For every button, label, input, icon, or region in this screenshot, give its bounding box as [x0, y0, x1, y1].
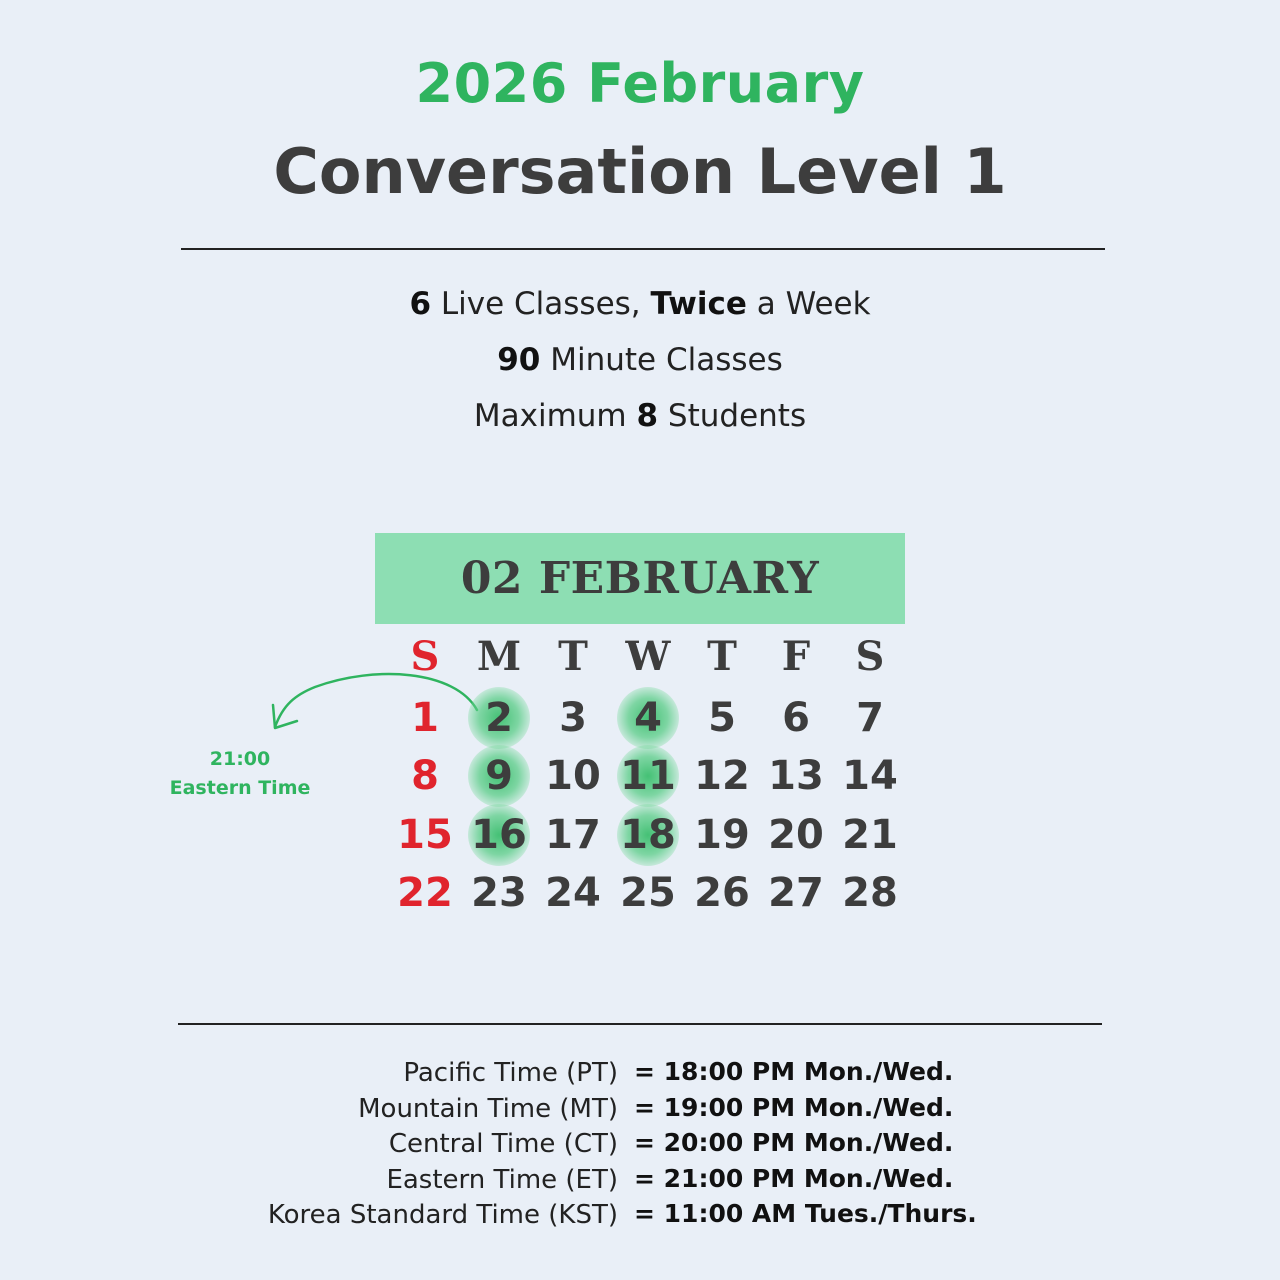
- day-number: 20: [768, 812, 824, 858]
- day-number: 5: [708, 695, 736, 741]
- calendar-day: [759, 864, 833, 922]
- day-number: 21: [842, 812, 898, 858]
- calendar-day: [388, 806, 462, 864]
- calendar-day-class: [611, 806, 685, 864]
- info-text: Students: [658, 398, 807, 434]
- calendar-day: [536, 806, 610, 864]
- day-number: 3: [559, 695, 587, 741]
- top-divider: [181, 248, 1105, 250]
- day-number: 14: [842, 753, 898, 799]
- calendar-day-class: [462, 806, 536, 864]
- info-line-students: [0, 398, 1280, 434]
- calendar-day: [833, 747, 907, 805]
- info-line-classes: [0, 286, 1280, 322]
- timezone-label: Eastern Time (ET): [386, 1165, 618, 1195]
- weekday-header: M: [476, 632, 522, 680]
- title-year-month: 2026 February: [415, 52, 865, 115]
- timezone-label: Pacific Time (PT): [403, 1058, 618, 1088]
- day-number: 26: [694, 870, 750, 916]
- calendar-day-class: [611, 747, 685, 805]
- weekday-header: S: [855, 632, 885, 680]
- day-number: 28: [842, 870, 898, 916]
- curved-arrow-icon: [255, 665, 495, 740]
- timezone-label: Central Time (CT): [388, 1129, 618, 1159]
- calendar-day: [611, 864, 685, 922]
- day-number: 18: [620, 812, 676, 858]
- weekday-header: S: [410, 632, 440, 680]
- info-class-count: 6: [409, 286, 432, 322]
- timezone-value: = 11:00 AM Tues./Thurs.: [634, 1199, 977, 1228]
- day-number: 13: [768, 753, 824, 799]
- weekday-header: T: [707, 632, 737, 680]
- calendar-day: [462, 864, 536, 922]
- info-minutes: 90: [497, 342, 541, 378]
- calendar-day: [833, 864, 907, 922]
- calendar-day: [536, 747, 610, 805]
- day-number: 10: [545, 753, 601, 799]
- calendar-day: [759, 747, 833, 805]
- day-number: 9: [485, 753, 513, 799]
- eastern-time-note: [160, 745, 320, 803]
- calendar-day: [833, 806, 907, 864]
- calendar-day: [685, 747, 759, 805]
- day-number: 27: [768, 870, 824, 916]
- calendar-day-class: [462, 747, 536, 805]
- day-number: 2: [485, 695, 513, 741]
- calendar-day: [759, 806, 833, 864]
- timezone-value: = 21:00 PM Mon./Wed.: [634, 1164, 954, 1193]
- weekday-header: F: [781, 632, 811, 680]
- timezone-label: Korea Standard Time (KST): [267, 1200, 618, 1230]
- calendar-day: [536, 689, 610, 747]
- info-text: Minute Classes: [540, 342, 783, 378]
- weekday-header: T: [558, 632, 588, 680]
- calendar-day: [685, 689, 759, 747]
- calendar-day: [833, 689, 907, 747]
- day-number: 7: [856, 695, 884, 741]
- timezone-value: = 18:00 PM Mon./Wed.: [634, 1057, 954, 1086]
- info-max-students: 8: [636, 398, 659, 434]
- info-text: Maximum: [473, 398, 637, 434]
- page-title: Conversation Level 1: [273, 135, 1007, 208]
- day-number: 8: [411, 753, 439, 799]
- day-number: 25: [620, 870, 676, 916]
- day-number: 12: [694, 753, 750, 799]
- weekday-header: W: [625, 632, 671, 680]
- calendar-day: [759, 689, 833, 747]
- timezone-value: = 19:00 PM Mon./Wed.: [634, 1093, 954, 1122]
- bottom-divider: [178, 1023, 1102, 1025]
- info-line-duration: [0, 342, 1280, 378]
- calendar-header: [375, 533, 905, 624]
- calendar-day: [388, 747, 462, 805]
- day-number: 24: [545, 870, 601, 916]
- info-frequency: Twice: [650, 286, 747, 322]
- day-number: 1: [411, 695, 439, 741]
- calendar-day-class: [611, 689, 685, 747]
- calendar-day: [685, 864, 759, 922]
- day-number: 22: [397, 870, 453, 916]
- calendar-day: [536, 864, 610, 922]
- day-number: 15: [397, 812, 453, 858]
- timezone-label: Mountain Time (MT): [358, 1094, 618, 1124]
- day-number: 17: [545, 812, 601, 858]
- note-zone: Eastern Time: [169, 777, 311, 799]
- calendar-month-label: 02 FEBRUARY: [460, 553, 820, 604]
- info-text: Live Classes,: [431, 286, 651, 322]
- info-text: a Week: [746, 286, 871, 322]
- timezone-value: = 20:00 PM Mon./Wed.: [634, 1128, 954, 1157]
- day-number: 4: [634, 695, 662, 741]
- calendar-day: [388, 864, 462, 922]
- day-number: 16: [471, 812, 527, 858]
- day-number: 23: [471, 870, 527, 916]
- day-number: 19: [694, 812, 750, 858]
- day-number: 11: [620, 753, 676, 799]
- calendar-day: [685, 806, 759, 864]
- note-time: 21:00: [209, 748, 271, 770]
- day-number: 6: [782, 695, 810, 741]
- calendar-day-class: [462, 689, 536, 747]
